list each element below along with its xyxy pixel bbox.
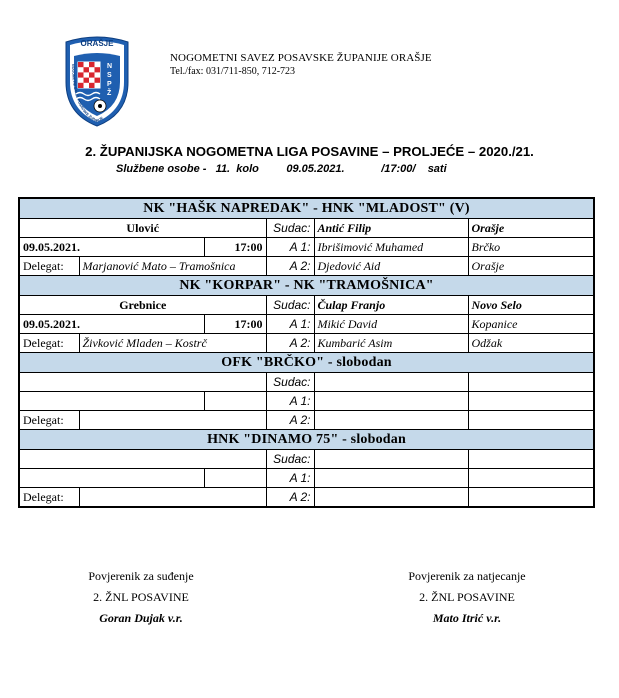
referee-label: Sudac: [266,219,314,238]
referee-town: Novo Selo [468,296,594,315]
assistant-1-row [19,392,594,411]
assistant-1-label: A 1: [266,392,314,411]
signature-referee-commissioner [26,566,256,629]
assistant-2-row [19,411,594,430]
logo-letter-z: Ž [107,90,112,97]
assistant-1-row [19,315,594,334]
assistant-1-label: A 1: [266,315,314,334]
logo-ring-text: NOGOMETNI SAVEZ POSAVSKE ŽUPANIJE [70,64,104,124]
delegate-name: Marjanović Mato – Tramošnica [79,257,266,276]
subtitle-round-word: kolo [236,163,259,175]
delegate-label: Delegat: [19,411,79,430]
match-title: HNK "DINAMO 75" - slobodan [19,430,594,450]
round-subtitle [116,163,447,175]
assistant-1-name: Ibrišimović Muhamed [314,238,468,257]
assistant-2-town [468,411,594,430]
assistant-2-label: A 2: [266,488,314,508]
match-venue: Ulović [19,219,266,238]
match-time [204,469,266,488]
football-icon [94,100,106,112]
signature-person: Mato Itrić v.r. [432,611,502,625]
match-venue [19,373,266,392]
match-date: 09.05.2021. [19,238,204,257]
assistant-2-town [468,488,594,508]
subtitle-round-number: 11. [215,163,231,175]
assistant-2-town: Orašje [468,257,594,276]
subtitle-time-unit: sati [427,163,447,175]
match-time [204,392,266,411]
document-header [62,34,582,130]
assistant-2-row [19,257,594,276]
assistant-2-row [19,488,594,508]
assistant-1-name: Mikić David [314,315,468,334]
assistant-1-town [468,469,594,488]
match-date [19,469,204,488]
delegate-label: Delegat: [19,334,79,353]
assistant-1-name [314,392,468,411]
logo-letter-p: P [107,81,112,88]
assistant-2-label: A 2: [266,334,314,353]
referee-town [468,450,594,469]
match-title: NK "KORPAR" - NK "TRAMOŠNICA" [19,276,594,296]
match-header-row [19,276,594,296]
referee-town [468,373,594,392]
logo-letter-n: N [107,63,113,70]
signature-role: Povjerenik za natjecanje [408,569,526,583]
assistant-2-label: A 2: [266,411,314,430]
assistant-1-row [19,238,594,257]
delegate-label: Delegat: [19,488,79,508]
referee-name [314,450,468,469]
assistant-1-town: Brčko [468,238,594,257]
assistant-2-row [19,334,594,353]
match-header-row [19,430,594,450]
delegate-name: Živković Mladen – Kostrč [79,334,266,353]
referee-town: Orašje [468,219,594,238]
match-date [19,392,204,411]
match-header-row [19,353,594,373]
signature-person: Goran Dujak v.r. [99,611,183,625]
delegate-name [79,411,266,430]
assistant-1-label: A 1: [266,469,314,488]
referee-label: Sudac: [266,296,314,315]
subtitle-date: 09.05.2021. [286,163,345,175]
assistant-2-name: Djedović Aid [314,257,468,276]
signature-role: Povjerenik za suđenje [88,569,194,583]
signature-competition-commissioner [352,566,582,629]
referee-row [19,373,594,392]
organization-phone: Tel./fax: 031/711-850, 712-723 [170,66,296,77]
assistant-2-name [314,488,468,508]
referee-name: Čulap Franjo [314,296,468,315]
assistant-2-name [314,411,468,430]
referee-row [19,219,594,238]
delegate-label: Delegat: [19,257,79,276]
logo-top-text: ORAŠJE [80,39,114,48]
match-title: OFK "BRČKO" - slobodan [19,353,594,373]
referee-label: Sudac: [266,450,314,469]
organization-info [170,52,432,78]
signature-league: 2. ŽNL POSAVINE [419,590,515,604]
delegate-name [79,488,266,508]
referee-name [314,373,468,392]
assistant-1-label: A 1: [266,238,314,257]
match-venue [19,450,266,469]
match-date: 09.05.2021. [19,315,204,334]
subtitle-officials: Službene osobe - [116,163,207,175]
assistant-2-label: A 2: [266,257,314,276]
match-header-row [19,198,594,219]
league-title: 2. ŽUPANIJSKA NOGOMETNA LIGA POSAVINE – PROLJEĆE – 2020./21. [85,144,534,159]
referee-name: Antić Filip [314,219,468,238]
signature-league: 2. ŽNL POSAVINE [93,590,189,604]
assistant-1-town [468,392,594,411]
officials-table [18,197,595,508]
federation-logo-icon [62,34,132,128]
assistant-1-name [314,469,468,488]
match-title: NK "HAŠK NAPREDAK" - HNK "MLADOST" (V) [19,198,594,219]
assistant-1-town: Kopanice [468,315,594,334]
referee-row [19,296,594,315]
logo-letter-s: S [107,72,112,79]
referee-label: Sudac: [266,373,314,392]
match-venue: Grebnice [19,296,266,315]
croatian-checkerboard-icon [78,62,100,88]
assistant-2-name: Kumbarić Asim [314,334,468,353]
assistant-1-row [19,469,594,488]
subtitle-time: /17:00/ [381,163,416,175]
referee-row [19,450,594,469]
organization-name: NOGOMETNI SAVEZ POSAVSKE ŽUPANIJE ORAŠJE [170,52,432,64]
match-time: 17:00 [204,315,266,334]
assistant-2-town: Odžak [468,334,594,353]
match-time: 17:00 [204,238,266,257]
